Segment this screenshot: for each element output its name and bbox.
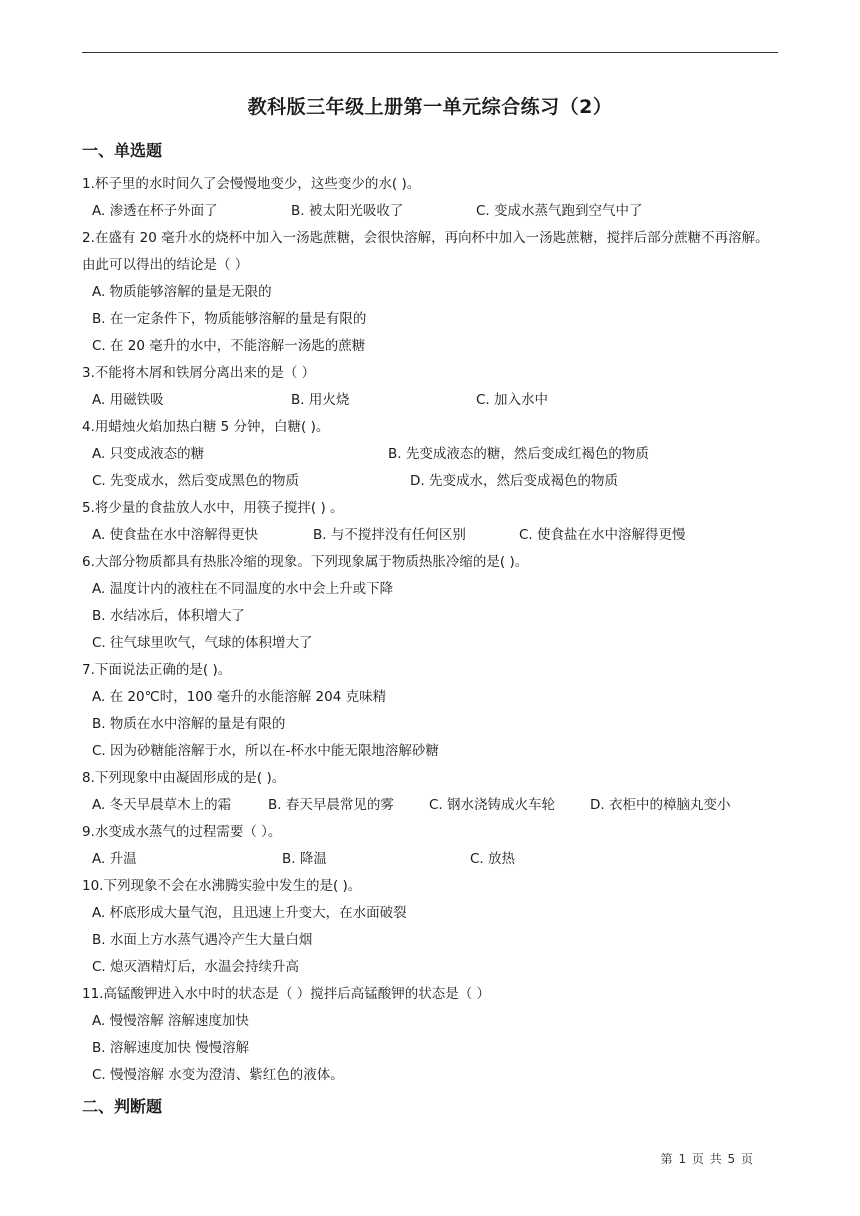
question-stem: 10.下列现象不会在水沸腾实验中发生的是( )。	[82, 878, 362, 894]
option: C. 因为砂糖能溶解于水，所以在-杯水中能无限地溶解砂糖	[92, 743, 439, 759]
option: B. 降温	[282, 851, 327, 867]
question-stem: 1.杯子里的水时间久了会慢慢地变少，这些变少的水( )。	[82, 176, 421, 192]
option: C. 熄灭酒精灯后，水温会持续升高	[92, 959, 300, 975]
option: A. 使食盐在水中溶解得更快	[92, 527, 259, 543]
option: A. 慢慢溶解 溶解速度加快	[92, 1013, 249, 1029]
option: A. 物质能够溶解的量是无限的	[92, 284, 272, 300]
option: B. 先变成液态的糖，然后变成红褐色的物质	[388, 446, 649, 462]
question-stem: 7.下面说法正确的是( )。	[82, 662, 232, 678]
option: A. 温度计内的液柱在不同温度的水中会上升或下降	[92, 581, 394, 597]
option: C. 慢慢溶解 水变为澄清、紫红色的液体。	[92, 1067, 344, 1083]
option: B. 水面上方水蒸气遇冷产生大量白烟	[92, 932, 313, 948]
option: B. 与不搅拌没有任何区别	[313, 527, 466, 543]
option: B. 春天早晨常见的雾	[268, 797, 394, 813]
question-stem: 3.不能将木屑和铁屑分离出来的是（ ）	[82, 365, 316, 381]
option: D. 衣柜中的樟脑丸变小	[590, 797, 731, 813]
option: A. 冬天早晨草木上的霜	[92, 797, 232, 813]
option: C. 加入水中	[476, 392, 549, 408]
question-stem: 2.在盛有 20 毫升水的烧杯中加入一汤匙蔗糖，会很快溶解，再向杯中加入一汤匙蔗糖，搅拌后部分蔗糖不再溶解。由此可以得出的结论是（ ）	[82, 230, 769, 273]
option: B. 被太阳光吸收了	[291, 203, 404, 219]
option: B. 用火烧	[291, 392, 350, 408]
option: C. 先变成水，然后变成黑色的物质	[92, 473, 300, 489]
option: A. 只变成液态的糖	[92, 446, 205, 462]
page-number-footer: 第 1 页 共 5 页	[660, 1152, 754, 1166]
option: A. 渗透在杯子外面了	[92, 203, 218, 219]
question-stem: 8.下列现象中由凝固形成的是( )。	[82, 770, 286, 786]
option: A. 升温	[92, 851, 137, 867]
question-stem: 9.水变成水蒸气的过程需要（ ）。	[82, 824, 282, 840]
question-stem: 4.用蜡烛火焰加热白糖 5 分钟，白糖( )。	[82, 419, 330, 435]
option: C. 放热	[470, 851, 516, 867]
option: B. 在一定条件下，物质能够溶解的量是有限的	[92, 311, 367, 327]
document-title: 教科版三年级上册第一单元综合练习（2）	[247, 96, 613, 118]
question-stem: 11.高锰酸钾进入水中时的状态是（ ）搅拌后高锰酸钾的状态是（ ）	[82, 986, 491, 1002]
option: D. 先变成水，然后变成褐色的物质	[410, 473, 618, 489]
option: C. 往气球里吹气，气球的体积增大了	[92, 635, 313, 651]
section-heading-single-choice: 一、单选题	[82, 141, 163, 160]
option: C. 钢水浇铸成火车轮	[429, 797, 556, 813]
option: B. 水结冰后，体积增大了	[92, 608, 245, 624]
option: A. 在 20℃时，100 毫升的水能溶解 204 克味精	[92, 689, 387, 705]
option: C. 在 20 毫升的水中，不能溶解一汤匙的蔗糖	[92, 338, 366, 354]
question-stem: 5.将少量的食盐放人水中，用筷子搅拌( ) 。	[82, 500, 344, 516]
option: C. 使食盐在水中溶解得更慢	[519, 527, 686, 543]
option: B. 物质在水中溶解的量是有限的	[92, 716, 286, 732]
option: A. 杯底形成大量气泡，且迅速上升变大，在水面破裂	[92, 905, 407, 921]
option: A. 用磁铁吸	[92, 392, 164, 408]
option: B. 溶解速度加快 慢慢溶解	[92, 1040, 250, 1056]
section-heading-true-false: 二、判断题	[82, 1097, 163, 1116]
question-stem: 6.大部分物质都具有热胀冷缩的现象。下列现象属于物质热胀冷缩的是( )。	[82, 554, 529, 570]
option: C. 变成水蒸气跑到空气中了	[476, 203, 643, 219]
header-rule	[82, 52, 778, 53]
